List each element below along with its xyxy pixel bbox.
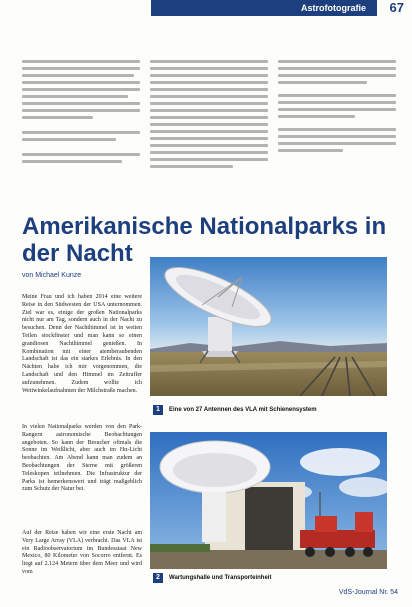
blurred-column-3 — [278, 60, 396, 156]
paragraph-3: Auf der Reise haben wir eine erste Nacht am Very Large Array (VLA) verbracht. Das VLA ist ein Radioobservatorium im Bundesstaat New Mexico, 80 Kilometer von Socorro entfernt. Es liegt auf 2.124 Metern über dem Meer und wird vom — [22, 530, 142, 575]
figure-2-caption: Wartungshalle und Transporteinheit — [169, 575, 272, 581]
blurred-column-1 — [22, 60, 140, 167]
figure-2-number: 2 — [153, 573, 163, 583]
photo-vla-antenna — [150, 257, 387, 396]
journal-footer: VdS-Journal Nr. 54 — [338, 589, 398, 596]
vla-antenna-illustration — [150, 257, 387, 396]
article-byline: von Michael Kunze — [22, 272, 82, 279]
figure-1-number: 1 — [153, 405, 163, 415]
figure-1-caption: Eine von 27 Antennen des VLA mit Schienensystem — [169, 407, 317, 413]
section-title: Astrofotografie — [301, 3, 366, 13]
maintenance-hall-illustration — [150, 432, 387, 569]
paragraph-1: Meine Frau und ich haben 2014 eine weitere Reise in den Südwesten der USA unternommen. Ziel war es, einige der großen Nationalparks nicht nur am Tag, sondern auch in der Nacht zu besuchen. Denn der Nachthimmel ist in weiten Teilen stockfinster und man kann so einen grandiosen Nachthimmel genießen. In Kombination mit einer atemberaubenden Landschaft ist das ein starkes Erlebnis. In den Nächten habe ich mir vorgenommen, die Landschaft und den Himmel im Zeitraffer aufzunehmen. Zudem wollte ich Weitwinkelaufnahmen der Milchstraße machen. — [22, 294, 142, 394]
previous-article-text-blurred — [22, 60, 397, 200]
blurred-column-2 — [150, 60, 268, 172]
photo-maintenance-hall — [150, 432, 387, 569]
paragraph-2: In vielen Nationalparks werden von den Park-Rangern astronomische Beobachtungen angeboten. So kann der Besucher oftmals die Sonne im Weißlicht, aber auch im Hα-Licht beobachten. Am Abend kann man zudem an Beobachtungen der Sterne mit größeren Teleskopen teilnehmen. Die Infrastruktur der Parks ist bemerkenswert und trägt maßgeblich zum Schutz der Natur bei. — [22, 424, 142, 493]
page-number: 67 — [389, 0, 404, 15]
article-title: Amerikanische Nationalparks in der Nacht — [22, 213, 387, 267]
